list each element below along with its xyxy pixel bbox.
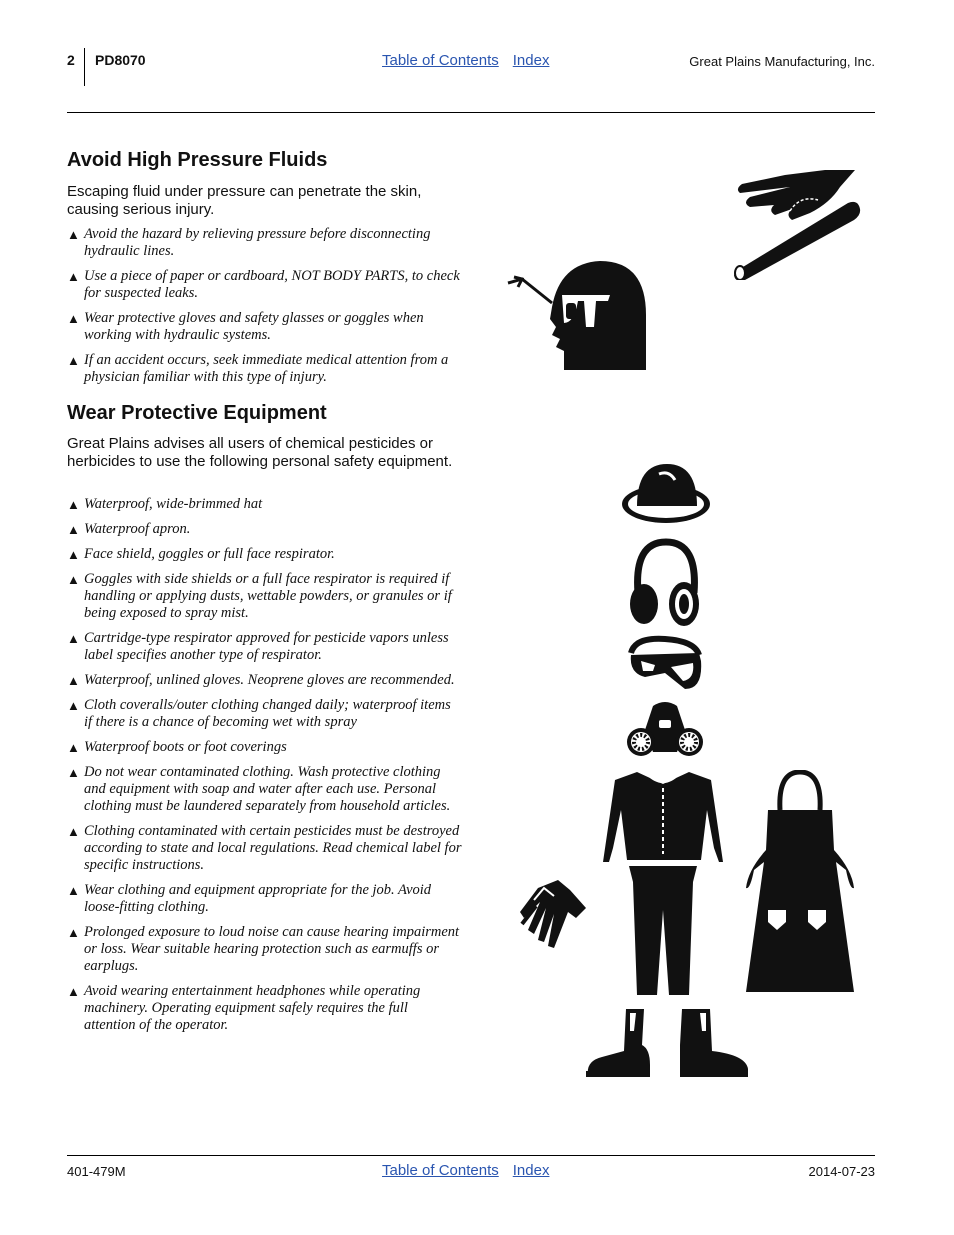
bullet-text: Avoid wearing entertainment headphones while operating machinery. Operating equipment safely requires the full attention of the operator. xyxy=(84,983,421,1033)
doc-id: PD8070 xyxy=(95,52,146,68)
warning-triangle-icon: ▲ xyxy=(67,740,80,755)
warning-triangle-icon: ▲ xyxy=(67,824,80,839)
bullet-list-equipment xyxy=(67,496,462,1042)
warning-triangle-icon: ▲ xyxy=(67,631,80,646)
warning-triangle-icon: ▲ xyxy=(67,673,80,688)
company-name: Great Plains Manufacturing, Inc. xyxy=(689,54,875,69)
bullet-item xyxy=(67,697,462,731)
goggles-icon xyxy=(625,633,705,693)
header-rule xyxy=(67,112,875,113)
toc-link[interactable]: Table of Contents xyxy=(382,52,499,69)
bullet-item xyxy=(67,496,462,513)
bullet-item xyxy=(67,823,462,874)
warning-triangle-icon: ▲ xyxy=(67,353,80,368)
warning-triangle-icon: ▲ xyxy=(67,765,80,780)
bullet-item xyxy=(67,882,462,916)
bullet-item xyxy=(67,268,462,302)
hand-hydraulic-hose-icon xyxy=(730,165,865,280)
bullet-text: Face shield, goggles or full face respirator. xyxy=(84,546,335,562)
bullet-text: Waterproof boots or foot coverings xyxy=(84,739,287,755)
bullet-text: Waterproof apron. xyxy=(84,521,191,537)
bullet-text: Cartridge-type respirator approved for pesticide vapors unless label specifies another type of respirator. xyxy=(84,630,449,663)
bullet-text: Use a piece of paper or cardboard, NOT BODY PARTS, to check for suspected leaks. xyxy=(84,268,460,301)
bullet-text: Do not wear contaminated clothing. Wash protective clothing and equipment with soap and water after each use. Personal clothing must be laundered separately from household articles. xyxy=(84,764,451,814)
warning-triangle-icon: ▲ xyxy=(67,925,80,940)
bullet-text: Goggles with side shields or a full face respirator is required if handling or applying dusts, wettable powders, or granules or if being exposed to spray mist. xyxy=(84,571,452,621)
bullet-item xyxy=(67,571,462,622)
section-intro-equipment: Great Plains advises all users of chemical pesticides or herbicides to use the following personal safety equipment. xyxy=(67,435,453,470)
boots-icon xyxy=(586,1005,752,1081)
bullet-item xyxy=(67,310,462,344)
bullet-item xyxy=(67,521,462,538)
bullet-item xyxy=(67,630,462,664)
warning-triangle-icon: ▲ xyxy=(67,547,80,562)
coveralls-icon xyxy=(597,770,727,998)
bullet-text: Wear protective gloves and safety glasses or goggles when working with hydraulic systems. xyxy=(84,310,424,343)
bullet-text: If an accident occurs, seek immediate medical attention from a physician familiar with this type of injury. xyxy=(84,352,449,385)
header-nav xyxy=(382,52,563,69)
respirator-icon xyxy=(625,700,705,762)
bullet-item xyxy=(67,352,462,386)
section-intro-pressure: Escaping fluid under pressure can penetrate the skin, causing serious injury. xyxy=(67,183,422,218)
bullet-text: Prolonged exposure to loud noise can cause hearing impairment or loss. Wear suitable hearing protection such as earmuffs or earplugs. xyxy=(84,924,460,974)
warning-triangle-icon: ▲ xyxy=(67,311,80,326)
index-link[interactable]: Index xyxy=(512,1162,550,1179)
bullet-item xyxy=(67,924,462,975)
warning-triangle-icon: ▲ xyxy=(67,497,80,512)
bullet-text: Waterproof, wide-brimmed hat xyxy=(84,496,263,512)
bullet-text: Cloth coveralls/outer clothing changed daily; waterproof items if there is a chance of becoming wet with spray xyxy=(84,697,451,730)
section-title-pressure: Avoid High Pressure Fluids xyxy=(67,149,328,171)
bullet-item xyxy=(67,226,462,260)
bullet-text: Waterproof, unlined gloves. Neoprene gloves are recommended. xyxy=(84,672,455,688)
warning-triangle-icon: ▲ xyxy=(67,572,80,587)
wide-brimmed-hat-icon xyxy=(619,460,713,526)
warning-triangle-icon: ▲ xyxy=(67,984,80,999)
bullet-item xyxy=(67,983,462,1034)
bullet-item xyxy=(67,672,462,689)
revision-date: 2014-07-23 xyxy=(808,1164,875,1179)
section-title-equipment: Wear Protective Equipment xyxy=(67,402,327,424)
toc-link[interactable]: Table of Contents xyxy=(382,1162,499,1179)
warning-triangle-icon: ▲ xyxy=(67,227,80,242)
warning-triangle-icon: ▲ xyxy=(67,698,80,713)
apron-icon xyxy=(742,770,858,998)
footer-nav xyxy=(382,1162,563,1179)
head-safety-glasses-icon xyxy=(500,255,650,375)
bullet-text: Wear clothing and equipment appropriate for the job. Avoid loose-fitting clothing. xyxy=(84,882,432,915)
warning-triangle-icon: ▲ xyxy=(67,522,80,537)
bullet-list-pressure xyxy=(67,226,462,394)
warning-triangle-icon: ▲ xyxy=(67,269,80,284)
bullet-text: Clothing contaminated with certain pesticides must be destroyed according to state and local regulations. Read chemical label for specific instructions. xyxy=(84,823,462,873)
gloves-icon xyxy=(514,878,590,954)
page-number: 2 xyxy=(67,52,75,68)
bullet-item xyxy=(67,739,462,756)
bullet-item xyxy=(67,546,462,563)
bullet-item xyxy=(67,764,462,815)
earmuffs-icon xyxy=(624,538,706,628)
bullet-text: Avoid the hazard by relieving pressure before disconnecting hydraulic lines. xyxy=(84,226,431,259)
footer-rule xyxy=(67,1155,875,1156)
index-link[interactable]: Index xyxy=(512,52,550,69)
warning-triangle-icon: ▲ xyxy=(67,883,80,898)
doc-number: 401-479M xyxy=(67,1164,126,1179)
header-divider xyxy=(84,48,85,86)
